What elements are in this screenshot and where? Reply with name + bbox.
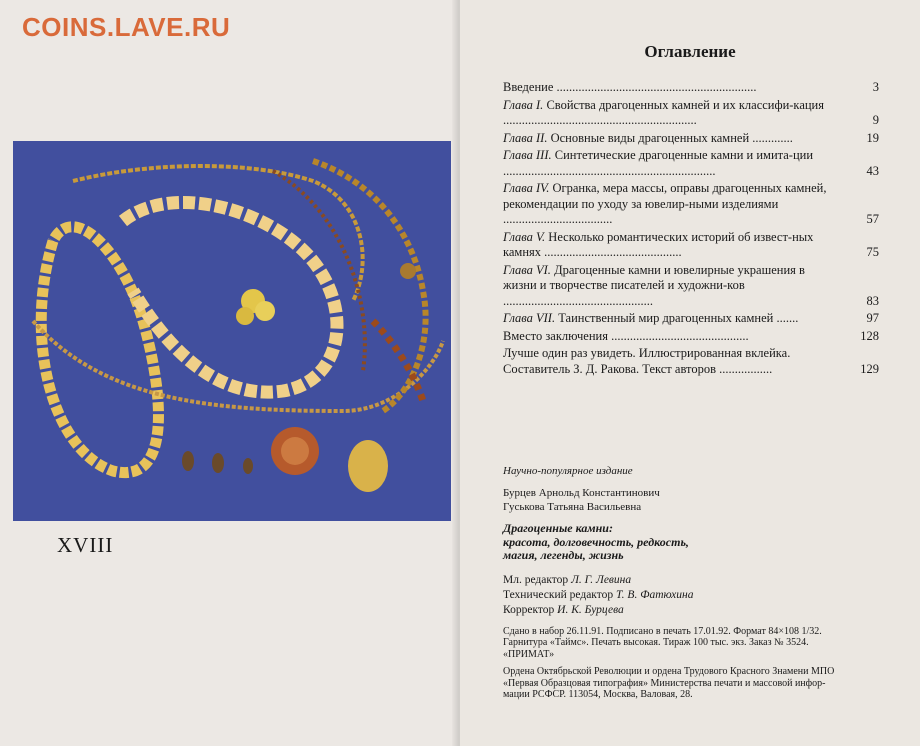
toc-entry bbox=[503, 263, 879, 310]
plate-number: XVIII bbox=[57, 533, 114, 557]
toc-entry-text: Вместо заключения ............................................ bbox=[503, 328, 749, 343]
toc-entry bbox=[503, 230, 879, 261]
toc-chapter-label: Глава I. bbox=[503, 97, 544, 112]
toc-entry bbox=[503, 329, 879, 345]
toc-entry-text: Огранка, мера массы, оправы драгоценных камней, рекомендации по уходу за ювелир-ными изделиями ................................... bbox=[503, 181, 827, 226]
toc-page-number: 19 bbox=[866, 130, 879, 145]
toc-entry bbox=[503, 346, 879, 377]
toc-entry-text: Синтетические драгоценные камни и имита-ции .................................................................... bbox=[503, 148, 814, 178]
book-title-line: магия, легенды, жизнь bbox=[503, 548, 624, 562]
table-of-contents bbox=[503, 80, 879, 379]
printer-line: «Первая Образцовая типография» Министерства печати и массовой инфор- bbox=[503, 677, 826, 689]
toc-chapter-label: Глава III. bbox=[503, 148, 552, 162]
toc-entry-text: Основные виды драгоценных камней ............. bbox=[550, 130, 793, 145]
toc-chapter-label: Глава VI. bbox=[503, 262, 551, 277]
toc-page-number: 97 bbox=[866, 311, 879, 325]
credit-role: Технический редактор bbox=[503, 588, 614, 601]
tech-line: «ПРИМАТ» bbox=[503, 648, 555, 660]
imprint bbox=[503, 465, 883, 701]
imprint-printer bbox=[503, 666, 883, 701]
toc-entry-text: Введение ................................................................ bbox=[503, 80, 757, 94]
printer-line: мации РСФСР. 113054, Москва, Валовая, 28. bbox=[503, 689, 693, 700]
credit-person: Л. Г. Левина bbox=[571, 573, 632, 586]
toc-entry bbox=[503, 98, 879, 129]
toc-entry-text: Свойства драгоценных камней и их классифи-кация .............................................................. bbox=[503, 97, 824, 127]
imprint-genre: Научно-популярное издание bbox=[503, 465, 633, 477]
toc-entry bbox=[503, 181, 879, 228]
author-name: Гуськова Татьяна Васильевна bbox=[503, 501, 642, 513]
toc-page-number: 83 bbox=[866, 293, 879, 308]
credit-role: Мл. редактор bbox=[503, 573, 569, 586]
tech-line: Гарнитура «Таймс». Печать высокая. Тираж 100 тыс. экз. Заказ № 3524. bbox=[503, 637, 809, 648]
toc-page-number: 9 bbox=[872, 113, 879, 127]
jewelry-photo bbox=[13, 141, 451, 521]
toc-entry bbox=[503, 131, 879, 147]
toc-page-number: 3 bbox=[872, 80, 879, 94]
toc-chapter-label: Глава VII. bbox=[503, 311, 556, 325]
toc-entry bbox=[503, 311, 879, 327]
corrector-credit bbox=[503, 603, 883, 618]
junior-editor-credit bbox=[503, 573, 883, 588]
toc-entry-text: Драгоценные камни и ювелирные украшения в жизни и творчестве писателей и художни-ков ................................................ bbox=[503, 262, 805, 308]
book-title bbox=[503, 522, 883, 563]
tech-line: Сдано в набор 26.11.91. Подписано в печать 17.01.92. Формат 84×108 1/32. bbox=[503, 625, 822, 637]
author-name: Бурцев Арнольд Константинович bbox=[503, 487, 660, 499]
toc-page-number: 128 bbox=[860, 328, 879, 343]
book-title-line: красота, долговечность, редкость, bbox=[503, 534, 689, 549]
toc-page-number: 129 bbox=[860, 361, 879, 376]
toc-title: Оглавление bbox=[644, 42, 736, 61]
toc-chapter-label: Глава IV. bbox=[503, 181, 550, 195]
toc-entry-text: Таинственный мир драгоценных камней ....... bbox=[558, 311, 799, 325]
printer-line: Ордена Октябрьской Революции и ордена Трудового Красного Знамени МПО bbox=[503, 666, 835, 677]
watermark: COINS.LAVE.RU bbox=[22, 12, 231, 42]
toc-chapter-label: Глава V. bbox=[503, 229, 546, 244]
toc-entry bbox=[503, 148, 879, 179]
toc-page-number: 57 bbox=[866, 212, 879, 226]
credit-person: И. К. Бурцева bbox=[557, 603, 624, 616]
imprint-credits bbox=[503, 573, 883, 618]
tech-editor-credit bbox=[503, 588, 883, 603]
credit-person: Т. В. Фатюхина bbox=[616, 588, 694, 601]
imprint-tech-details bbox=[503, 626, 883, 661]
credit-role: Корректор bbox=[503, 603, 555, 616]
toc-page-number: 43 bbox=[866, 163, 879, 178]
toc-page-number: 75 bbox=[866, 245, 879, 259]
toc-entry-text: Несколько романтических историй об извест-ных камнях ............................................ bbox=[503, 229, 814, 259]
toc-entry-text: Лучше один раз увидеть. Иллюстрированная вклейка. Составитель З. Д. Ракова. Текст авторов ................. bbox=[503, 346, 791, 376]
book-title-line: Драгоценные камни: bbox=[503, 521, 613, 535]
toc-chapter-label: Глава II. bbox=[503, 130, 548, 145]
toc-entry bbox=[503, 80, 879, 96]
imprint-authors bbox=[503, 486, 883, 514]
